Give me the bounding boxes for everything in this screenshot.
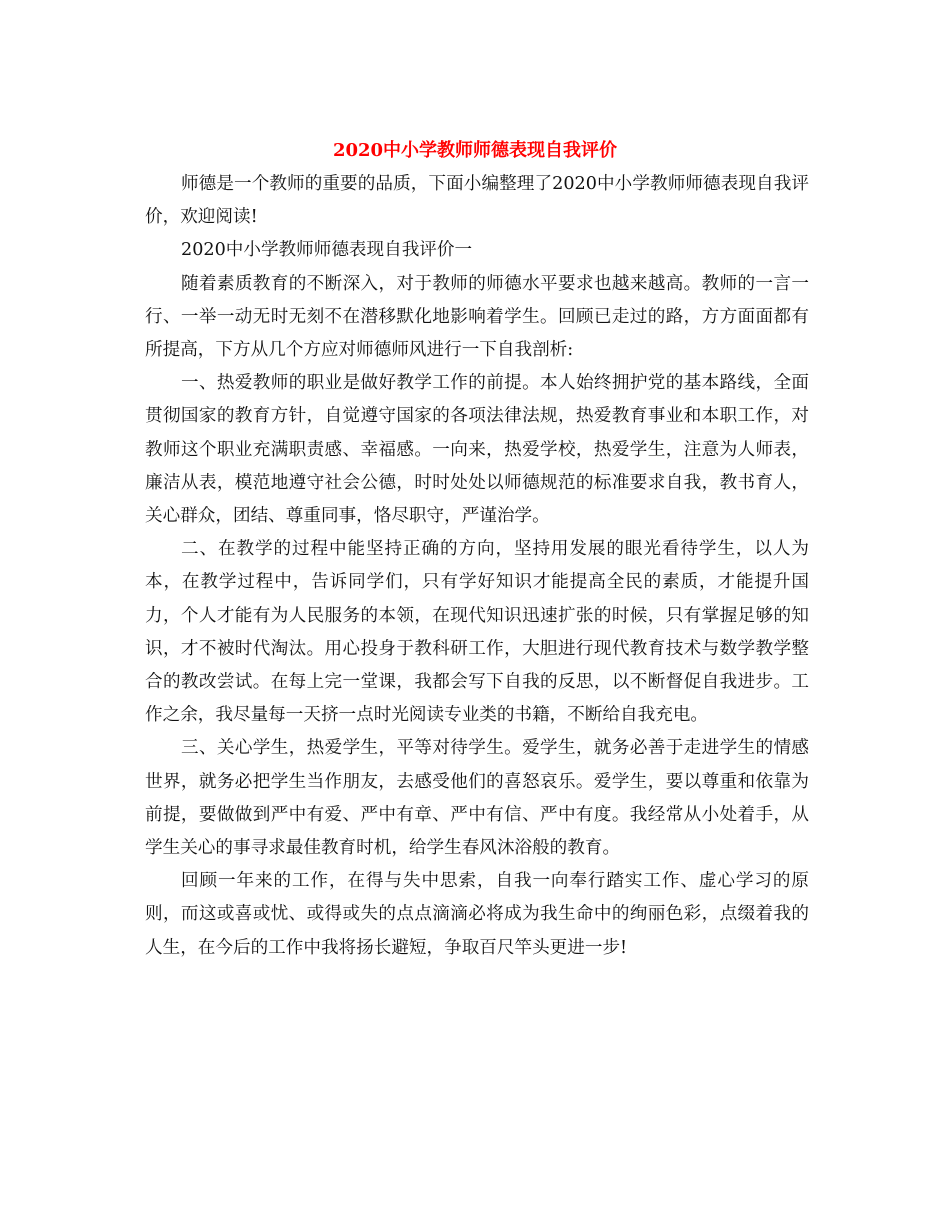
closing-paragraph: 回顾一年来的工作，在得与失中思索，自我一向奉行踏实工作、虚心学习的原则，而这或喜或忧、或得或失的点点滴滴必将成为我生命中的绚丽色彩，点缀着我的人生，在今后的工作中我将扬长避短，争取百尺竿头更进一步! [145, 871, 809, 958]
document-title: 2020中小学教师师德表现自我评价 [332, 140, 618, 161]
intro-paragraph: 师德是一个教师的重要的品质，下面小编整理了2020中小学教师师德表现自我评价，欢迎阅读! [145, 174, 809, 228]
section-heading: 2020中小学教师师德表现自我评价一 [181, 240, 473, 261]
opening-paragraph: 随着素质教育的不断深入，对于教师的师德水平要求也越来越高。教师的一言一行、一举一动无时无刻不在潜移默化地影响着学生。回顾已走过的路，方方面面都有所提高，下方从几个方应对师德师风进行一下自我剖析: [145, 273, 809, 361]
point-two-paragraph: 二、在教学的过程中能坚持正确的方向，坚持用发展的眼光看待学生，以人为本，在教学过程中，告诉同学们，只有学好知识才能提高全民的素质，才能提升国力，个人才能有为人民服务的本领，在现代知识迅速扩张的时候，只有掌握足够的知识，才不被时代淘汰。用心投身于教科研工作，大胆进行现代教育技术与数学教学整合的教改尝试。在每上完一堂课，我都会写下自我的反思，以不断督促自我进步。工作之余，我尽量每一天挤一点时光阅读专业类的书籍，不断给自我充电。 [145, 539, 809, 726]
point-three-paragraph: 三、关心学生，热爱学生，平等对待学生。爱学生，就务必善于走进学生的情感世界，就务必把学生当作朋友，去感受他们的喜怒哀乐。爱学生，要以尊重和依靠为前提，要做做到严中有爱、严中有章、严中有信、严中有度。我经常从小处着手，从学生关心的事寻求最佳教育时机，给学生春风沐浴般的教育。 [145, 738, 809, 859]
point-one-paragraph: 一、热爱教师的职业是做好教学工作的前提。本人始终拥护党的基本路线，全面贯彻国家的教育方针，自觉遵守国家的各项法律法规，热爱教育事业和本职工作，对教师这个职业充满职责感、幸福感。一向来，热爱学校，热爱学生，注意为人师表，廉洁从表，模范地遵守社会公德，时时处处以师德规范的标准要求自我，教书育人，关心群众，团结、尊重同事，恪尽职守，严谨治学。 [145, 373, 809, 527]
document-body [145, 168, 809, 965]
